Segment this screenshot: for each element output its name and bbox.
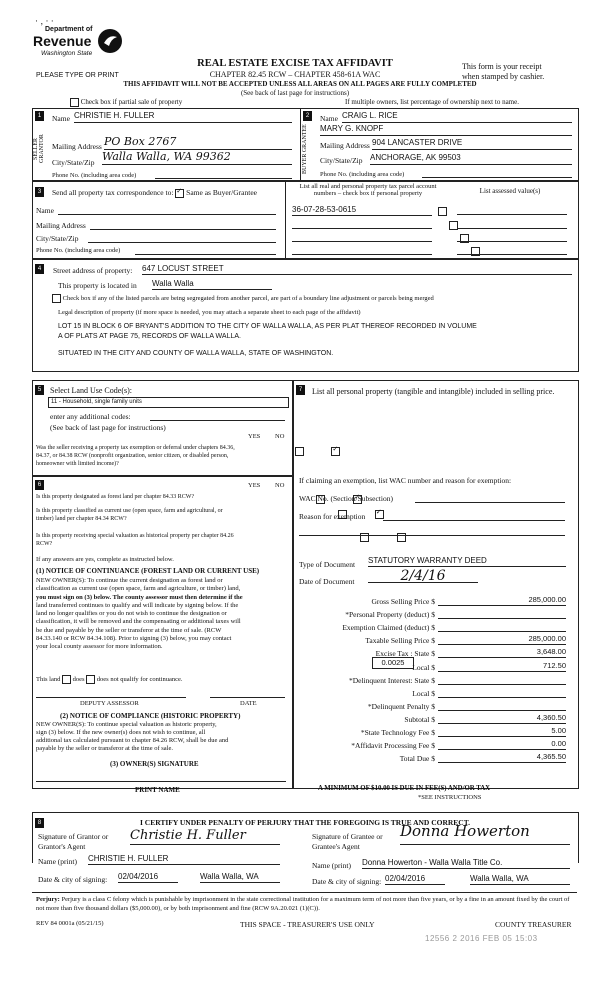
section-6-number: 6 bbox=[35, 480, 44, 490]
legal-label: Legal description of property (if more space is needed, you may attach a separate sheet to each page of the affidavit) bbox=[58, 309, 361, 316]
buyer-grantee-tag: BUYER GRANTEE bbox=[302, 124, 308, 174]
amount-label: Local $ bbox=[412, 688, 435, 698]
amount-label: *State Technology Fee $ bbox=[360, 728, 435, 737]
doc-date[interactable]: 2/4/16 bbox=[368, 568, 478, 583]
land-label: This land bbox=[36, 675, 61, 683]
section-1-number: 1 bbox=[35, 111, 44, 121]
section-5-number: 5 bbox=[35, 385, 44, 395]
certify-statement: I CERTIFY UNDER PENALTY OF PERJURY THAT THE FOREGOING IS TRUE AND CORRECT. bbox=[140, 818, 471, 827]
partial-sale-label: Check box if partial sale of property bbox=[80, 98, 183, 107]
grantor-print-name[interactable]: CHRISTIE H. FULLER bbox=[88, 854, 280, 865]
amount-label: *Delinquent Interest: State $ bbox=[348, 675, 435, 685]
notice1-line-h: 84.33.140 or RCW 84.34.108). Prior to signing (3) below, you may contact bbox=[36, 635, 232, 643]
send-to-label: Send all property tax correspondence to: bbox=[52, 188, 174, 197]
reason-label: Reason for exemption bbox=[299, 512, 366, 521]
section-8-number: 8 bbox=[35, 818, 44, 828]
personal-property-note: List all personal property (tangible and intangible) included in selling price. bbox=[312, 387, 555, 396]
street-label: Street address of property: bbox=[53, 266, 133, 275]
segregated-checkbox[interactable] bbox=[52, 294, 61, 303]
grantor-print-label: Name (print) bbox=[38, 857, 77, 866]
amount-value[interactable]: 712.50 bbox=[438, 661, 566, 672]
notice1-line-d: land transferred continues to qualify and will indicate by signing below. If the bbox=[36, 601, 239, 609]
wac-label: WAC No. (Section/Subsection) bbox=[299, 494, 393, 503]
s5-no-header: NO bbox=[275, 433, 285, 440]
assessed-header: List assessed value(s) bbox=[479, 187, 541, 195]
notice1-line-f: classification, it will be removed and the compensating or additional taxes will bbox=[36, 618, 241, 626]
grantee-date-label: Date & city of signing: bbox=[312, 877, 382, 886]
located-label: This property is located in bbox=[58, 281, 137, 290]
amount-value[interactable] bbox=[438, 608, 566, 619]
treasurer-stamp: 12556 2 2016 FEB 05 15:03 bbox=[425, 934, 538, 943]
grantee-mailing-label: Mailing Address bbox=[320, 141, 370, 150]
grantor-city-label: City/State/Zip bbox=[52, 158, 95, 167]
parcel-number-1[interactable]: 36-07-28-53-0615 bbox=[292, 205, 432, 216]
see-back-note: (See back of last page for instructions) bbox=[240, 89, 350, 97]
segregated-row bbox=[52, 294, 434, 303]
corr-name[interactable] bbox=[58, 206, 276, 215]
grantee-print-name[interactable]: Donna Howerton - Walla Walla Title Co. bbox=[362, 858, 570, 869]
perjury-notice bbox=[36, 896, 574, 913]
notice1-line-e: land no longer qualifies or you do not wish to continue the designation or bbox=[36, 610, 227, 618]
amount-label: *Delinquent Penalty $ bbox=[367, 701, 435, 711]
grantor-date-label: Date & city of signing: bbox=[38, 875, 108, 884]
grantor-sign-date[interactable]: 02/04/2016 bbox=[118, 872, 178, 883]
grantee-name-2[interactable]: MARY G. KNOPF bbox=[320, 124, 572, 136]
same-as-buyer-checkbox[interactable] bbox=[175, 189, 184, 198]
grantee-phone[interactable] bbox=[422, 169, 572, 178]
legal-line-2: A OF PLATS AT PAGE 75, RECORDS OF WALLA WALLA. bbox=[58, 333, 241, 340]
does-label: does bbox=[72, 675, 85, 683]
seller-grantor-tag: SELLER GRANTOR bbox=[33, 134, 45, 164]
amount-label: Local $ bbox=[412, 662, 435, 672]
amount-label: *Affidavit Processing Fee $ bbox=[351, 741, 435, 751]
land-use-see-back: (See back of last page for instructions) bbox=[50, 423, 166, 432]
assessed-value-2[interactable] bbox=[457, 220, 567, 229]
additional-codes-label: enter any additional codes: bbox=[50, 412, 131, 421]
land-use-select[interactable]: 11 - Household, single family units bbox=[48, 397, 289, 408]
notice1-line-c: you must sign on (3) below. The county assessor must then determine if the bbox=[36, 593, 243, 601]
amount-label: Taxable Selling Price $ bbox=[365, 636, 435, 646]
section-2-number: 2 bbox=[303, 111, 312, 121]
grantor-city[interactable]: Walla Walla, WA 99362 bbox=[102, 150, 292, 165]
notice1-line-a: NEW OWNER(S): To continue the current designation as forest land or bbox=[36, 577, 223, 584]
form-revision: REV 84 0001a (05/21/15) bbox=[36, 920, 104, 927]
treasurer-use-label: THIS SPACE - TREASURER'S USE ONLY bbox=[240, 920, 375, 929]
grantee-name-1[interactable]: CRAIG L. RICE bbox=[342, 111, 572, 123]
grantee-name-label: Name bbox=[320, 114, 338, 123]
same-as-buyer-label: Same as Buyer/Grantee bbox=[186, 188, 257, 197]
partial-sale-checkbox[interactable] bbox=[70, 98, 79, 107]
notice2-line-b: sign (3) below. If the new owner(s) does not wish to continue, all bbox=[36, 729, 206, 736]
print-name-label: PRINT NAME bbox=[135, 786, 180, 794]
amount-label: Excise Tax : State $ bbox=[375, 649, 435, 659]
current-use-question: Is this property classified as current use (open space, farm and agricultural, or timber) land per chapter 84.34 RCW? bbox=[36, 508, 223, 522]
qualify-row bbox=[36, 675, 183, 684]
s6-yes-header: YES bbox=[248, 482, 261, 489]
section-7-number: 7 bbox=[296, 385, 305, 395]
amount-value[interactable] bbox=[438, 687, 566, 698]
corr-city[interactable] bbox=[88, 234, 276, 243]
amount-label: Exemption Claimed (deduct) $ bbox=[342, 623, 435, 633]
amount-value[interactable]: 4,365.50 bbox=[438, 752, 566, 763]
minimum-due-note: A MINIMUM OF $10.00 IS DUE IN FEE(S) AND/OR TAX bbox=[318, 785, 491, 792]
perjury-label: Perjury: bbox=[36, 896, 60, 903]
local-rate-box[interactable]: 0.0025 bbox=[372, 657, 414, 669]
historic-question: Is this property receiving special valuation as historical property per chapter 84.26 RCW? bbox=[36, 533, 234, 547]
notice2-line-d: payable by the seller or transferor at the time of sale. bbox=[36, 745, 173, 752]
amount-value[interactable]: 285,000.00 bbox=[438, 634, 566, 645]
grantee-phone-label: Phone No. (including area code) bbox=[320, 171, 405, 178]
amount-label: Gross Selling Price $ bbox=[371, 597, 435, 606]
form-chapters: CHAPTER 82.45 RCW – CHAPTER 458-61A WAC bbox=[209, 70, 381, 79]
receipt-line2: when stamped by cashier. bbox=[462, 72, 545, 81]
doc-date-label: Date of Document bbox=[299, 577, 355, 586]
exemption-claim-label: If claiming an exemption, list WAC number and reason for exemption: bbox=[299, 476, 512, 485]
wac-input[interactable] bbox=[415, 494, 565, 503]
form-title: REAL ESTATE EXCISE TAX AFFIDAVIT bbox=[197, 58, 393, 69]
form-warning: THIS AFFIDAVIT WILL NOT BE ACCEPTED UNLESS ALL AREAS ON ALL PAGES ARE FULLY COMPLETED bbox=[123, 80, 477, 88]
dept-line3: Washington State bbox=[41, 50, 93, 57]
owner-signature-label: (3) OWNER(S) SIGNATURE bbox=[110, 760, 199, 768]
deputy-date-label: DATE bbox=[240, 700, 257, 707]
amount-value[interactable]: 4,360.50 bbox=[438, 713, 566, 724]
doc-type[interactable]: STATUTORY WARRANTY DEED bbox=[368, 556, 566, 567]
notice2-line-a: NEW OWNER(S): To continue special valuation as historic property, bbox=[36, 721, 217, 728]
amount-value[interactable] bbox=[438, 674, 566, 685]
deputy-assessor-label: DEPUTY ASSESSOR bbox=[80, 700, 139, 707]
exemption-question: Was the seller receiving a property tax exemption or deferral under chapters 84.36, 84.37, or 84.38 RCW (nonprofit organization, senior citizen, or disabled person, homeowner with limited income)? bbox=[36, 445, 235, 467]
county-treasurer-label: COUNTY TREASURER bbox=[495, 920, 572, 929]
notice1-line-g: be due and payable by the seller or transferor at the time of sale. (RCW bbox=[36, 626, 222, 634]
grantor-name-label: Name bbox=[52, 114, 70, 123]
dor-logo bbox=[33, 26, 133, 66]
parcel-number-4[interactable] bbox=[292, 246, 432, 255]
amount-value[interactable]: 285,000.00 bbox=[438, 595, 566, 606]
amount-label: Subtotal $ bbox=[404, 714, 435, 724]
s6-no-header: NO bbox=[275, 482, 285, 489]
parcel-header: List all real and personal property tax parcel account numbers – check box if personal property bbox=[299, 183, 437, 197]
grantor-signature[interactable]: Christie H. Fuller bbox=[130, 828, 280, 845]
notice-continuance-body bbox=[36, 577, 286, 652]
street-address[interactable]: 647 LOCUST STREET bbox=[142, 264, 572, 275]
amount-label: Total Due $ bbox=[399, 754, 435, 764]
parcel-number-2[interactable] bbox=[292, 220, 432, 229]
corr-name-label: Name bbox=[36, 206, 54, 215]
grantee-city-label: City/State/Zip bbox=[320, 156, 363, 165]
grantor-phone-label: Phone No. (including area code) bbox=[52, 172, 137, 179]
located-in[interactable]: Walla Walla bbox=[152, 279, 272, 290]
grantor-phone[interactable] bbox=[155, 170, 292, 179]
scribble-marks: · ‚ · · bbox=[35, 16, 54, 26]
assessed-value-4[interactable] bbox=[457, 246, 567, 255]
assessed-value-1[interactable] bbox=[457, 206, 567, 215]
grantor-sign-city[interactable]: Walla Walla, WA bbox=[200, 872, 280, 883]
grantor-name[interactable]: CHRISTIE H. FULLER bbox=[74, 111, 292, 123]
grantee-city[interactable]: ANCHORAGE, AK 99503 bbox=[370, 153, 572, 165]
grantee-mailing[interactable]: 904 LANCASTER DRIVE bbox=[372, 138, 572, 150]
legal-line-1: LOT 15 IN BLOCK 6 OF BRYANT'S ADDITION TO THE CITY OF WALLA WALLA, AS PER PLAT THEREOF RECORDED IN VOLUME bbox=[58, 323, 477, 330]
s5-yes-header: YES bbox=[248, 433, 261, 440]
if-yes-note: If any answers are yes, complete as instructed below. bbox=[36, 556, 174, 563]
land-does-checkbox[interactable] bbox=[62, 675, 71, 684]
notice-compliance-title: (2) NOTICE OF COMPLIANCE (HISTORIC PROPERTY) bbox=[60, 712, 241, 720]
land-does-not-checkbox[interactable] bbox=[86, 675, 95, 684]
print-notice: PLEASE TYPE OR PRINT bbox=[36, 72, 119, 79]
additional-codes-input[interactable] bbox=[150, 412, 285, 421]
amount-value[interactable] bbox=[438, 700, 566, 711]
perjury-text: Perjury is a class C felony which is punishable by imprisonment in the state correctional institution for a maximum term of not more than five years, or by a fine in an amount fixed by the court of not more than five thousand dollars ($5,000.00), or by both imprisonment and fine (RCW 9A.20.021 (1)(C)). bbox=[36, 896, 570, 912]
washington-logo-icon bbox=[97, 28, 123, 54]
grantor-mailing[interactable]: PO Box 2767 bbox=[104, 135, 292, 150]
partial-sale-row bbox=[70, 98, 182, 107]
receipt-line1: This form is your receipt bbox=[462, 62, 542, 71]
amount-value[interactable] bbox=[438, 621, 566, 632]
amount-value[interactable]: 3,648.00 bbox=[438, 647, 566, 658]
parcel-number-3[interactable] bbox=[292, 233, 432, 242]
grantee-signature[interactable]: Donna Howerton bbox=[400, 822, 570, 845]
grantor-mailing-label: Mailing Address bbox=[52, 142, 102, 151]
grantee-print-label: Name (print) bbox=[312, 861, 351, 870]
amount-label: *Personal Property (deduct) $ bbox=[345, 610, 435, 620]
amount-value[interactable]: 5.00 bbox=[438, 726, 566, 737]
personal-property-checkbox-1[interactable] bbox=[438, 207, 447, 216]
corr-mailing-label: Mailing Address bbox=[36, 221, 86, 230]
dept-line1: Department of bbox=[45, 26, 93, 33]
notice1-line-b: classification as current use (open space, farm and agriculture, or timber) land, bbox=[36, 585, 241, 593]
grantor-sig-label: Signature of Grantor or Grantor's Agent bbox=[38, 832, 109, 851]
dept-line2: Revenue bbox=[33, 33, 92, 49]
corr-city-label: City/State/Zip bbox=[36, 234, 79, 243]
grantee-sign-city[interactable]: Walla Walla, WA bbox=[470, 874, 570, 885]
section-4-number: 4 bbox=[35, 264, 44, 274]
corr-phone-label: Phone No. (including area code) bbox=[36, 247, 121, 254]
corr-mailing[interactable] bbox=[90, 221, 276, 230]
notice1-line-i: your local county assessor for more information. bbox=[36, 643, 163, 651]
amount-value[interactable]: 0.00 bbox=[438, 739, 566, 750]
segregated-label: Check box if any of the listed parcels are being segregated from another parcel, are part of a boundary line adjustment or parcels being merged bbox=[62, 294, 434, 302]
reason-input[interactable] bbox=[383, 512, 565, 521]
send-to-row bbox=[52, 188, 257, 198]
section-3-number: 3 bbox=[35, 187, 44, 197]
notice-continuance-title: (1) NOTICE OF CONTINUANCE (FOREST LAND OR CURRENT USE) bbox=[36, 567, 260, 575]
grantee-sig-label: Signature of Grantee or Grantee's Agent bbox=[312, 832, 383, 851]
legal-line-3: SITUATED IN THE CITY AND COUNTY OF WALLA WALLA, STATE OF WASHINGTON. bbox=[58, 350, 334, 357]
notice2-line-c: additional tax calculated pursuant to chapter 84.26 RCW, shall be due and bbox=[36, 737, 229, 744]
multiple-owners-note: If multiple owners, list percentage of ownership next to name. bbox=[345, 98, 519, 106]
corr-phone[interactable] bbox=[135, 246, 276, 255]
does-not-label: does not qualify for continuance. bbox=[96, 675, 183, 683]
see-instructions-note: *SEE INSTRUCTIONS bbox=[418, 794, 482, 801]
assessed-value-3[interactable] bbox=[457, 233, 567, 242]
forest-question: Is this property designated as forest land per chapter 84.33 RCW? bbox=[36, 494, 195, 500]
notice-compliance-body bbox=[36, 721, 286, 753]
doc-type-label: Type of Document bbox=[299, 560, 356, 569]
land-use-label: Select Land Use Code(s): bbox=[50, 386, 132, 395]
grantee-sign-date[interactable]: 02/04/2016 bbox=[385, 874, 445, 885]
